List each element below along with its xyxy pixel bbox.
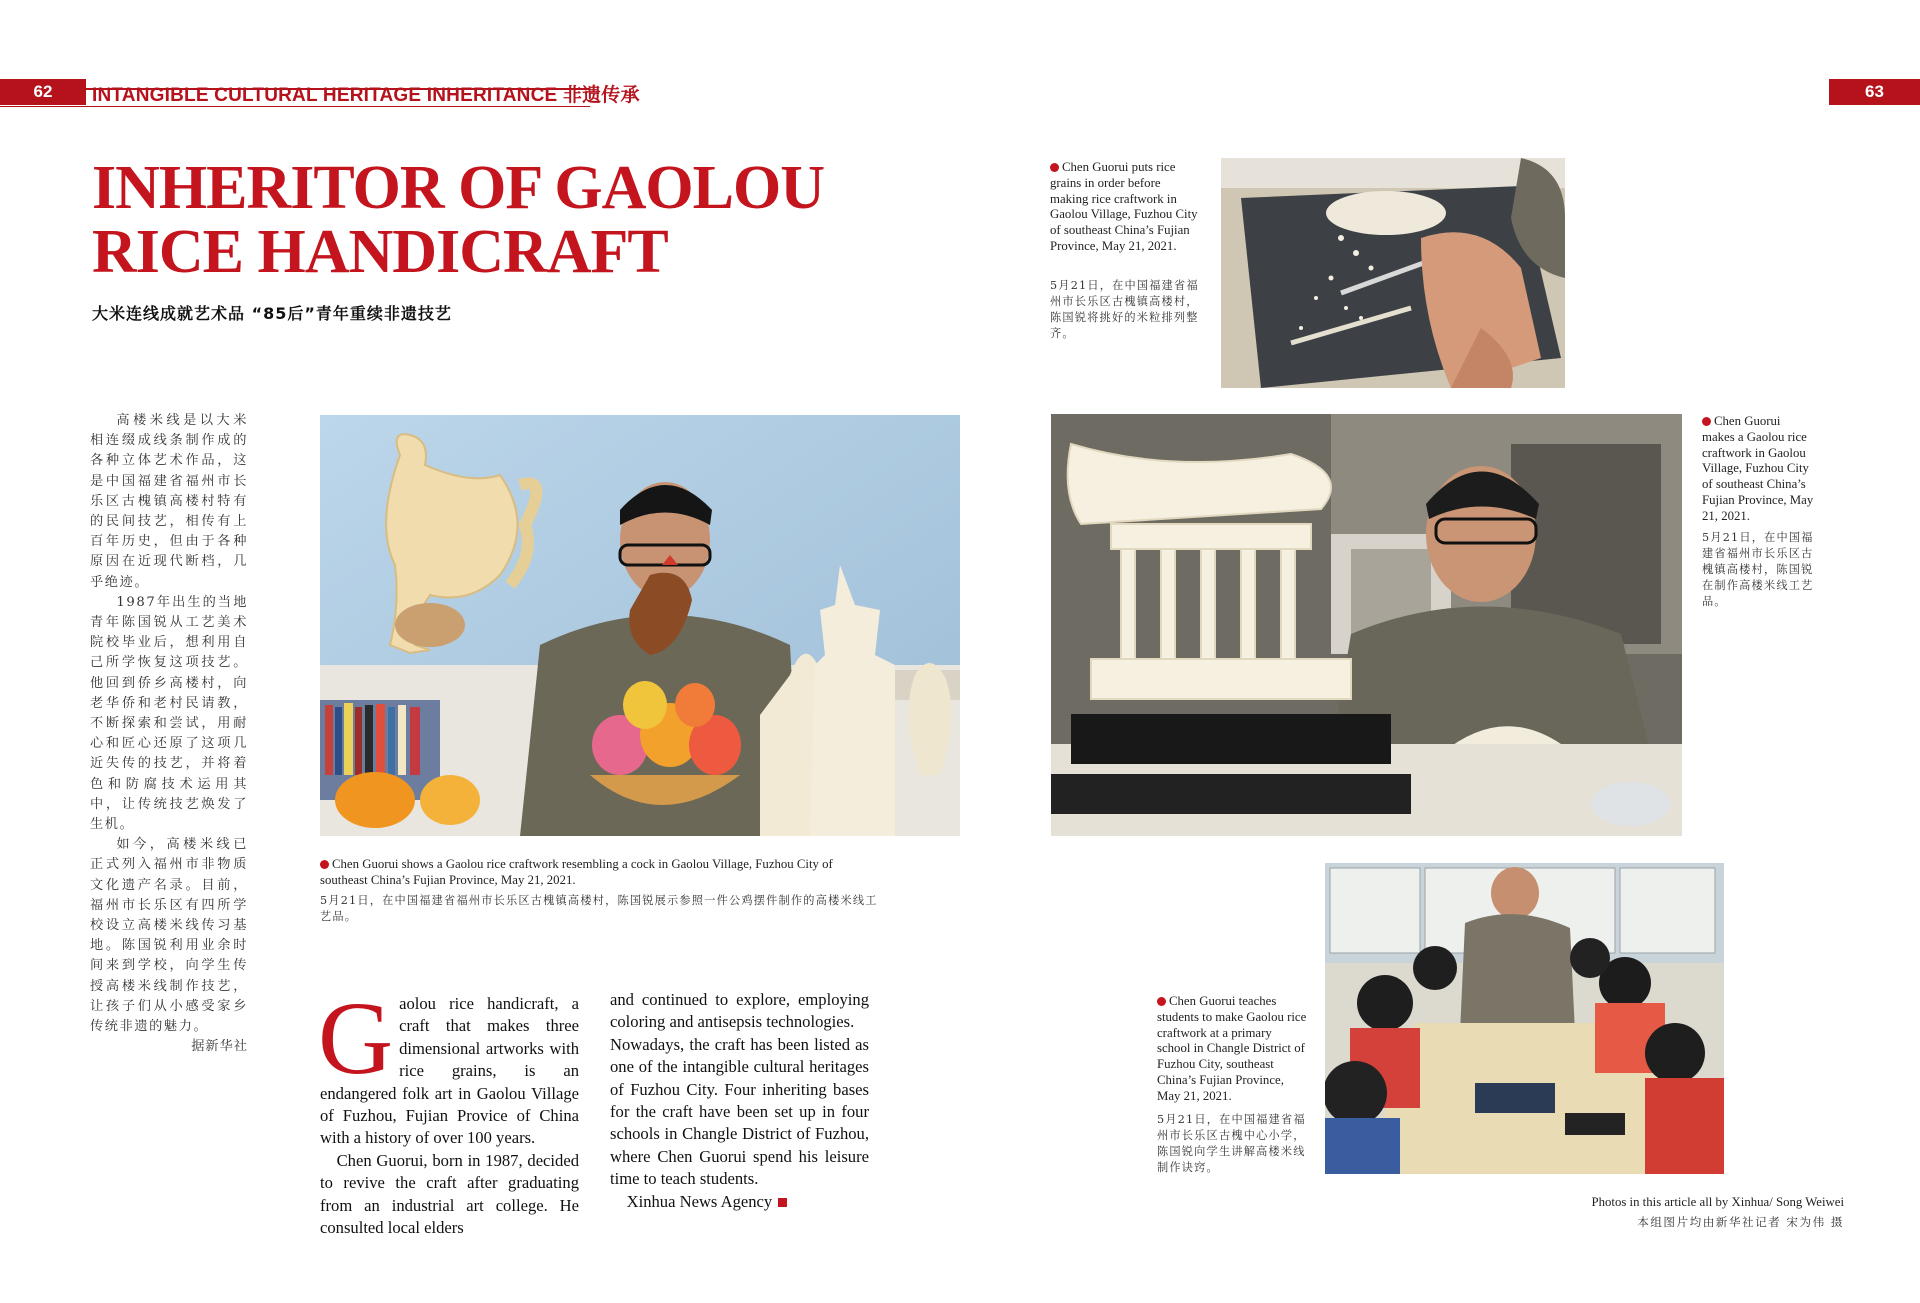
caption-bullet-icon [1702,417,1711,426]
photo-rice-cock [320,415,960,836]
caption-main-cn: 5月21日，在中国福建省福州市长乐区古槐镇高楼村，陈国锐展示参照一件公鸡摆件制作的高楼米线工艺品。 [320,894,878,923]
title-line-1: INHERITOR OF GAOLOU [92,154,824,222]
drop-cap: G [318,981,394,1096]
caption-bullet-icon [320,860,329,869]
body-paragraph: Gaolou rice handicraft, a craft that makes three dimensional artworks with rice grains, is an endangered folk art in Gaolou Village of Fuzhou, Fujian Provice of China with a history of over 100 years. [318,981,579,1148]
photo-credit-cn: 本组图片均由新华社记者 宋为伟 摄 [1637,1215,1844,1229]
photo-credit-en: Photos in this article all by Xinhua/ Song Weiwei [1591,1195,1844,1209]
cn-paragraph: 1987年出生的当地青年陈国锐从工艺美术院校毕业后，想利用自己所学恢复这项技艺。他回到侨乡高楼村，向老华侨和老村民请教，不断探索和尝试，用耐心和匠心还原了这项几近失传的技艺，并将着色和防腐技术运用其中，让传统技艺焕发了生机。 [90,594,248,833]
caption-bottom-cn: 5月21日，在中国福建省福州市长乐区古槐中心小学，陈国锐向学生讲解高楼米线制作诀窍。 [1157,1113,1306,1174]
right-page-number: 63 [1829,79,1920,105]
body-paragraph: Nowadays, the craft has been listed as one of the intangible cultural heritages of Fuzhou City. Four inheriting bases for the craft have been set up in four schools in Changle District of Fuzhou, where Chen Guorui spend his leisure time to teach students. [610,1034,869,1189]
article-source: Xinhua News Agency [610,1191,869,1213]
photo-classroom [1325,863,1724,1174]
body-paragraph: and continued to explore, employing coloring and antisepsis technologies. [610,990,869,1032]
cn-paragraph: 如今，高楼米线已正式列入福州市非物质文化遗产名录。目前，福州市长乐区有四所学校设立高楼米线传习基地。陈国锐利用业余时间来到学校，向学生传授高楼米线制作技艺，让孩子们从小感受家乡传统非遗的魅力。 [90,837,248,1035]
chinese-text-column [90,411,248,1058]
caption-top-cn: 5月21日，在中国福建省福州市长乐区古槐镇高楼村，陈国锐将挑好的米粒排列整齐。 [1050,279,1199,340]
title-line-2: RICE HANDICRAFT [92,218,668,286]
caption-top-en: Chen Guorui puts rice grains in order before making rice craftwork in Gaolou Village, Fuzhou City of southeast China’s Fujian Province, May 21, 2021. [1050,160,1198,253]
section-title: INTANGIBLE CULTURAL HERITAGE INHERITANCE 非遗传承 [92,85,640,106]
english-column-2 [610,989,869,1213]
cn-paragraph: 高楼米线是以大米相连缀成线条制作成的各种立体艺术作品，这是中国福建省福州市长乐区古槐镇高楼村特有的民间技艺，相传有上百年历史，但由于各种原因在近现代断档，几乎绝迹。 [90,413,248,590]
caption-mid-en: Chen Guorui makes a Gaolou rice craftwork in Gaolou Village, Fuzhou City of southeast China’s Fujian Province, May 21, 2021. [1702,414,1814,523]
end-mark-icon [778,1198,787,1207]
caption-mid-cn: 5月21日，在中国福建省福州市长乐区古槐镇高楼村，陈国锐在制作高楼米线工艺品。 [1702,531,1814,608]
cn-source: 据新华社 [191,1039,248,1055]
article-title [92,156,824,284]
body-paragraph: Chen Guorui, born in 1987, decided to revive the craft after graduating from an industrial art college. He consulted local elders [320,1150,579,1238]
caption-bottom-en: Chen Guorui teaches students to make Gaolou rice craftwork at a primary school in Changle District of Fuzhou City, southeast China’s Fujian Province, May 21, 2021. [1157,994,1307,1103]
caption-bullet-icon [1157,997,1166,1006]
caption-bullet-icon [1050,163,1059,172]
english-column-1 [318,981,579,1239]
caption-main-en: Chen Guorui shows a Gaolou rice craftwork resembling a cock in Gaolou Village, Fuzhou City of southeast China’s Fujian Province, May 21, 2021. [320,857,833,887]
photo-making-craftwork [1051,414,1682,836]
left-page-number: 62 [0,79,86,105]
photo-arranging-rice [1221,158,1565,388]
article-subtitle-cn: 大米连线成就艺术品 “85后”青年重续非遗技艺 [92,304,452,323]
